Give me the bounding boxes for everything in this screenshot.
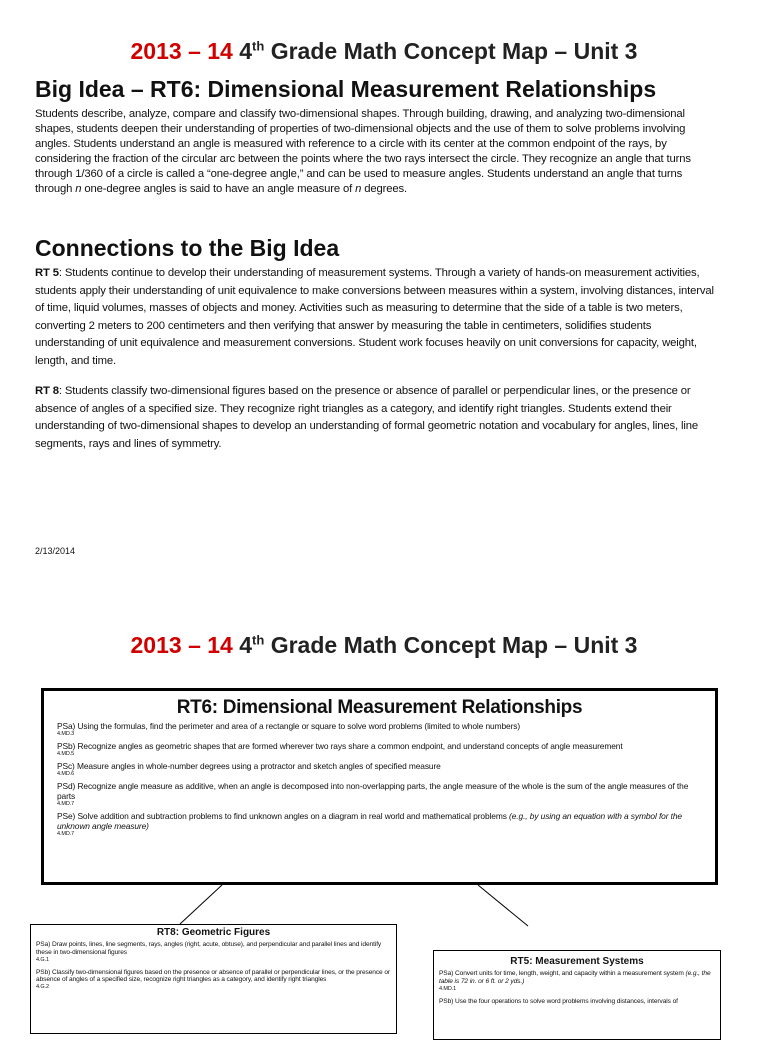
big-idea-text-3: degrees. (361, 183, 408, 195)
rt5-psa-italic: (e.g., the table is 72 in. or 6 ft. or 2 yds.) (439, 970, 711, 985)
rt6-item-psa (44, 721, 715, 737)
rt5-item-psb (434, 998, 720, 1006)
title-grade-suffix: th (252, 38, 265, 54)
connections-heading: Connections to the Big Idea (35, 235, 340, 261)
big-idea-text-2: one-degree angles is said to have an angle measure of (81, 183, 356, 195)
title2-grade-suffix: th (252, 632, 265, 648)
rt5-box-title: RT5: Measurement Systems (510, 956, 644, 967)
connector-rt6-rt5 (478, 885, 528, 926)
rt8-psb-text: PSb) Classify two-dimensional figures based on the presence or absence of parallel or perpendicular lines, or the presence or absence of angles of a specified size, recognize right triangles as a category, and identify right triangles (36, 968, 391, 984)
rt6-concept-box (41, 688, 718, 885)
rt6-pse-standard: 4.MD.7 (57, 831, 75, 837)
rt8-item-psb (31, 969, 396, 991)
rt8-item-psa (31, 941, 396, 963)
rt6-box-title: RT6: Dimensional Measurement Relationships (176, 697, 583, 718)
rt6-psa-text: PSa) Using the formulas, find the perimeter and area of a rectangle or square to solve word problems (limited to whole numbers) (57, 721, 521, 731)
connector-rt6-rt8 (180, 885, 222, 924)
title2-rest: Grade Math Concept Map – Unit 3 (270, 632, 638, 658)
rt5-psb-text: PSb) Use the four operations to solve word problems involving distances, intervals of (439, 997, 678, 1005)
big-idea-n2: n (355, 183, 362, 195)
rt5-concept-box (433, 950, 721, 1040)
rt8-psa-text: PSa) Draw points, lines, line segments, rays, angles (right, acute, obtuse), and perpendicular and parallel lines and identify these in two-dimensional figures (36, 941, 382, 956)
rt6-item-psb (44, 741, 715, 757)
page-title (0, 38, 768, 65)
big-idea-heading: Big Idea – RT6: Dimensional Measurement Relationships (35, 76, 657, 102)
rt5-label: RT 5 (35, 267, 59, 279)
rt6-psb-standard: 4.MD.5 (57, 751, 75, 757)
big-idea-n1: n (75, 183, 82, 195)
rt5-text: : Students continue to develop their understanding of measurement systems. Through a variety of hands-on measurement activities, students apply their understanding of unit equivalence to make conversions between measures within a system, involving distances, interval of time, liquid volumes, masses of objects and money. Activities such as measuring to determine that the side of a table is two meters, converting 2 meters to 200 centimeters and then verifying that answer by measuring the table in centimeters, solidifies students understanding of unit equivalence and measurement conversions. Student work focuses heavily on unit conversions for capacity, weight, length, and time. (35, 267, 714, 367)
rt5-connection-paragraph (35, 265, 715, 370)
rt8-concept-box (30, 924, 397, 1034)
rt6-psd-text: PSd) Recognize angle measure as additive, when an angle is decomposed into non-overlapping parts, the angle measure of the whole is the sum of the angle measures of the parts (57, 781, 689, 801)
rt8-psb-standard: 4.G.2 (36, 984, 49, 991)
rt6-item-psd (44, 781, 715, 807)
rt6-pse-text: PSe) Solve addition and subtraction problems to find unknown angles on a diagram in real world and mathematical problems (57, 811, 510, 821)
rt6-psc-text: PSc) Measure angles in whole-number degrees using a protractor and sketch angles of specified measure (57, 761, 441, 771)
rt6-psc-standard: 4.MD.6 (57, 771, 75, 777)
rt5-psa-standard: 4.MD.1 (439, 985, 457, 992)
rt6-item-pse (44, 811, 715, 837)
title-grade: 4 (239, 38, 253, 64)
page-date: 2/13/2014 (35, 546, 76, 556)
title-year: 2013 – 14 (130, 38, 233, 64)
big-idea-text-1: Students describe, analyze, compare and classify two-dimensional shapes. Through building, drawing, and analyzing two-dimensional shapes, students deepen their understanding of properties of two-dimensional objects and the use of them to solve problems involving angles. Students understand an angle is measured with reference to a circle with its center at the common endpoint of the rays, by considering the fraction of the circular arc between the points where the two rays intersect the circle. They recognize an angle that turns through 1/360 of a circle is called a “one-degree angle,” and can be used to measure angles. Students understand an angle that turns through (35, 108, 691, 195)
title-rest: Grade Math Concept Map – Unit 3 (270, 38, 638, 64)
rt5-psa-text: PSa) Convert units for time, length, weight, and capacity within a measurement system (439, 970, 686, 977)
title2-grade: 4 (239, 632, 253, 658)
rt6-pse-italic: (e.g., by using an equation with a symbol for the unknown angle measure) (57, 811, 682, 831)
rt8-box-title: RT8: Geometric Figures (156, 927, 271, 938)
rt8-label: RT 8 (35, 385, 59, 397)
rt5-item-psa (434, 970, 720, 992)
rt6-psb-text: PSb) Recognize angles as geometric shapes that are formed wherever two rays share a common endpoint, and understand concepts of angle measurement (57, 741, 623, 751)
big-idea-paragraph (35, 107, 715, 197)
rt6-psa-standard: 4.MD.3 (57, 731, 75, 737)
rt6-item-psc (44, 761, 715, 777)
page-title-2 (0, 632, 768, 659)
rt8-text: : Students classify two-dimensional figures based on the presence or absence of parallel or perpendicular lines, or the presence or absence of angles of a specified size. They recognize right triangles as a category, and identify right triangles. Students extend their understanding of two-dimensional shapes to develop an understanding of formal geometric notation and vocabulary for angles, lines, line segments, rays and lines of symmetry. (35, 385, 699, 450)
rt8-connection-paragraph (35, 383, 715, 453)
rt6-psd-standard: 4.MD.7 (57, 801, 75, 807)
rt8-psa-standard: 4.G.1 (36, 956, 49, 963)
title2-year: 2013 – 14 (130, 632, 233, 658)
